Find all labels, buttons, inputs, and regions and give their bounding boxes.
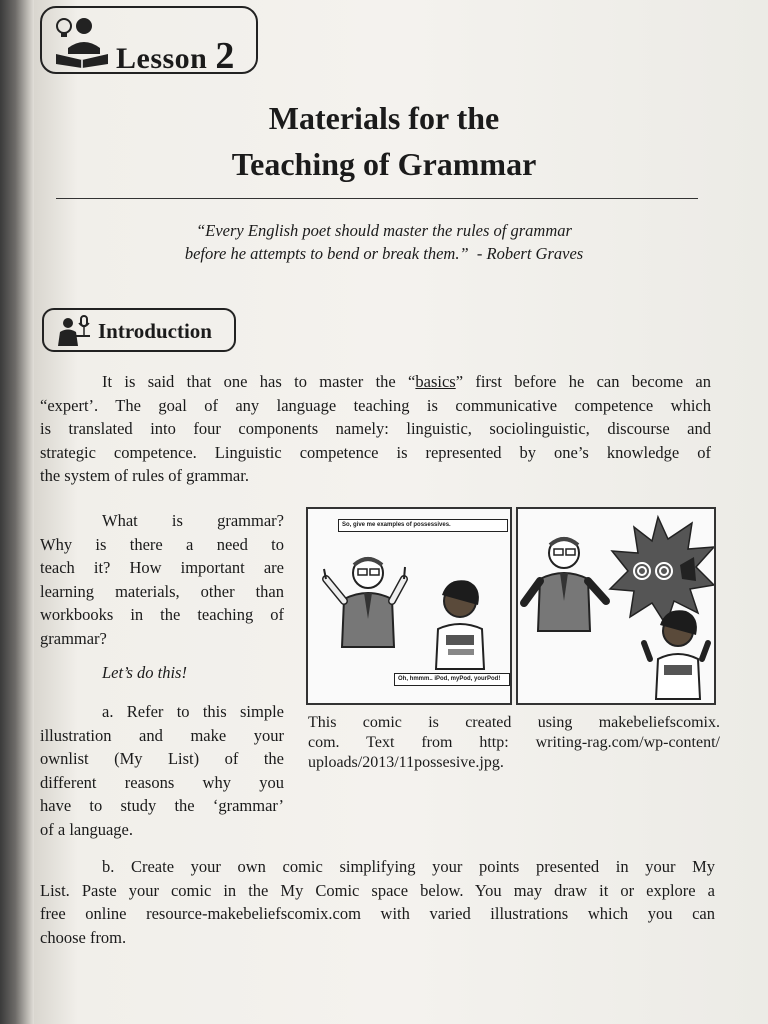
- speech-bubble-teacher: So, give me examples of possessives.: [338, 519, 508, 532]
- paragraph-line: choose from.: [40, 927, 127, 947]
- lesson-word: Lesson: [116, 42, 208, 75]
- paragraph-line: What is grammar?: [102, 511, 284, 530]
- comic-illustration: [306, 507, 716, 705]
- comic-panel-left: [306, 507, 512, 705]
- paragraph-line: have to study the ‘grammar’: [40, 796, 284, 815]
- reader-lightbulb-icon: [50, 14, 114, 70]
- lesson-label: [116, 34, 235, 78]
- title-line-2: Teaching of Grammar: [231, 146, 537, 182]
- caption-line: uploads/2013/11possesive.jpg.: [308, 754, 504, 771]
- paragraph-line: a. Refer to this simple: [102, 702, 284, 721]
- paragraph-line: illustration and make your: [40, 725, 284, 745]
- paragraph-line: “expert’. The goal of any language teaching is communicative competence which: [40, 395, 711, 415]
- explosion-figure: [518, 509, 716, 705]
- paragraph-line: learning materials, other than: [40, 581, 284, 601]
- paragraph-line: free online resource-makebeliefscomix.com with varied illustrations which you can: [40, 904, 715, 923]
- text-fragment: ” first before he can become an: [455, 372, 711, 391]
- paragraph-line: teach it? How important are: [40, 558, 284, 577]
- paragraph-questions: [40, 509, 284, 685]
- lets-do-this: Let’s do this!: [102, 663, 187, 682]
- lesson-badge: [40, 6, 258, 77]
- quote-line-2-text: before he attempts to bend or break them.”: [184, 244, 469, 263]
- title-line-1: Materials for the: [268, 100, 500, 136]
- item-b: [40, 855, 715, 949]
- text-fragment: It is said that one has to master the “: [102, 372, 416, 391]
- item-a: [40, 700, 284, 841]
- speech-bubble-student: Oh, hmmm.. iPod, myPod, yourPod!: [394, 673, 510, 686]
- caption-line: com. Text from http: writing-rag.com/wp-content/: [308, 734, 720, 751]
- lesson-number: 2: [215, 35, 235, 77]
- caption-line: This comic is created using makebeliefscomix.: [308, 714, 720, 731]
- paragraph-line: List. Paste your comic in the My Comic space below. You may draw it or explore a: [40, 880, 715, 900]
- speaker-microphone-icon: [54, 314, 94, 348]
- quote-line-2: [0, 242, 768, 265]
- comic-panel-right: [516, 507, 716, 705]
- paragraph-line: of a language.: [40, 819, 133, 839]
- quote-author: - Robert Graves: [476, 244, 584, 263]
- paragraph-line: grammar?: [40, 628, 107, 648]
- title-divider: [56, 198, 698, 199]
- underlined-word: basics: [415, 372, 456, 391]
- introduction-badge: [42, 308, 236, 352]
- comic-caption: [308, 713, 720, 773]
- paragraph-line: b. Create your own comic simplifying your points presented in your My: [102, 857, 715, 876]
- quote-line-1: “Every English poet should master the rules of grammar: [196, 221, 572, 240]
- paragraph-line: workbooks in the teaching of: [40, 605, 284, 624]
- paragraph-line: the system of rules of grammar.: [40, 466, 249, 485]
- paragraph-line: is translated into four components namely: linguistic, sociolinguistic, discourse and: [40, 419, 711, 438]
- paragraph-intro: [40, 370, 711, 488]
- paragraph-line: [40, 370, 711, 394]
- introduction-heading: Introduction: [98, 319, 212, 343]
- paragraph-line: different reasons why you: [40, 772, 284, 792]
- paragraph-line: strategic competence. Linguistic competence is represented by one’s knowledge of: [40, 442, 711, 462]
- paragraph-line: ownlist (My List) of the: [40, 749, 284, 768]
- paragraph-line: Why is there a need to: [40, 534, 284, 554]
